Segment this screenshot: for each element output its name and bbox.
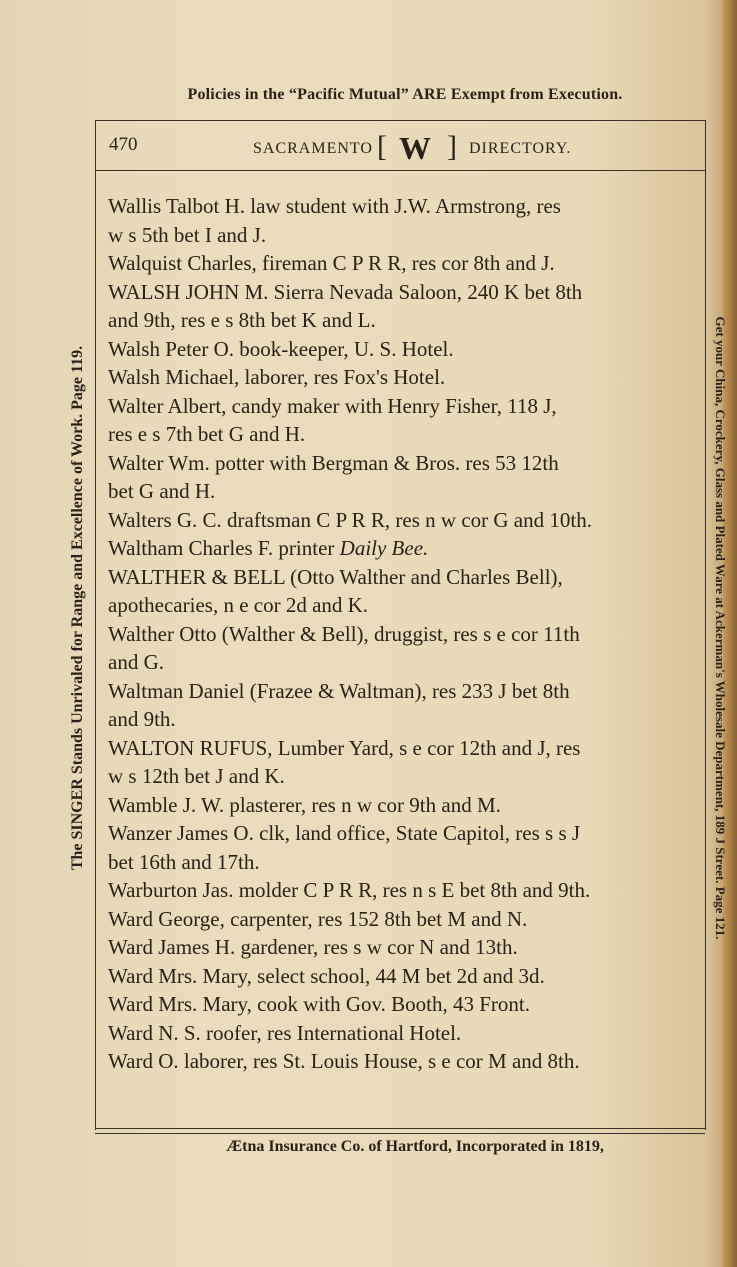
right-margin-advertisement: Get your China, Crockery, Glass and Plated Ware at Ackerman's Wholesale Department, 189 J Street. Page 121. [713,316,728,940]
directory-entry: WALTON RUFUS, Lumber Yard, s e cor 12th and J, res w s 12th bet J and K. [108,735,581,788]
bottom-advertisement: Ætna Insurance Co. of Hartford, Incorporated in 1819, [226,1138,604,1155]
section-letter: W [399,130,431,166]
directory-entry: Wamble J. W. plasterer, res n w cor 9th and M. [108,792,501,817]
directory-entry: Waltman Daniel (Frazee & Waltman), res 233 J bet 8th and 9th. [108,678,570,731]
directory-entry: Ward George, carpenter, res 152 8th bet M and N. [108,906,528,931]
directory-entry: Walter Wm. potter with Bergman & Bros. res 53 12th bet G and H. [108,450,559,503]
directory-entry: Walther Otto (Walther & Bell), druggist, res s e cor 11th and G. [108,621,580,674]
top-advertisement: Policies in the “Pacific Mutual” ARE Exempt from Execution. [187,86,623,103]
page-header [95,130,705,170]
header-rule [95,170,705,171]
bracket-open: [ [377,130,387,163]
bottom-rule [95,1128,705,1129]
directory-entry: Ward Mrs. Mary, cook with Gov. Booth, 43 Front. [108,992,530,1016]
directory-entry: Walters G. C. draftsman C P R R, res n w cor G and 10th. [108,507,592,532]
directory-entry: WALSH JOHN M. Sierra Nevada Saloon, 240 K bet 8th and 9th, res e s 8th bet K and L. [108,279,583,332]
newspaper-name: Daily Bee. [339,536,429,560]
directory-entry: Waltham Charles F. printer Daily Bee. [108,536,429,560]
left-margin-advertisement: The SINGER Stands Unrivaled for Range and Excellence of Work. Page 119. [69,345,86,871]
directory-label: DIRECTORY. [469,140,572,157]
bracket-close: ] [447,130,457,163]
directory-entry: Walter Albert, candy maker with Henry Fisher, 118 J, res e s 7th bet G and H. [108,393,557,446]
directory-entry: Ward James H. gardener, res s w cor N and 13th. [108,935,518,959]
city-name: SACRAMENTO [253,140,373,157]
top-rule [95,120,705,121]
directory-entry: Wallis Talbot H. law student with J.W. Armstrong, res w s 5th bet I and J. [108,194,561,247]
directory-entry: Ward O. laborer, res St. Louis House, s e cor M and 8th. [108,1049,580,1073]
directory-entry: WALTHER & BELL (Otto Walther and Charles Bell), apothecaries, n e cor 2d and K. [108,564,563,617]
left-border [95,120,96,1130]
directory-entry: Walquist Charles, fireman C P R R, res cor 8th and J. [108,251,555,275]
bottom-rule-double [95,1133,705,1134]
directory-entry: Ward N. S. roofer, res International Hotel. [108,1020,462,1045]
directory-entry: Walsh Peter O. book-keeper, U. S. Hotel. [108,336,454,361]
directory-entry: Wanzer James O. clk, land office, State Capitol, res s s J bet 16th and 17th. [108,821,581,874]
directory-entries [108,192,706,1076]
page-number: 470 [109,134,138,155]
directory-entry: Walsh Michael, laborer, res Fox's Hotel. [108,365,446,389]
directory-entry: Warburton Jas. molder C P R R, res n s E bet 8th and 9th. [108,878,591,902]
directory-entry: Ward Mrs. Mary, select school, 44 M bet 2d and 3d. [108,963,545,988]
